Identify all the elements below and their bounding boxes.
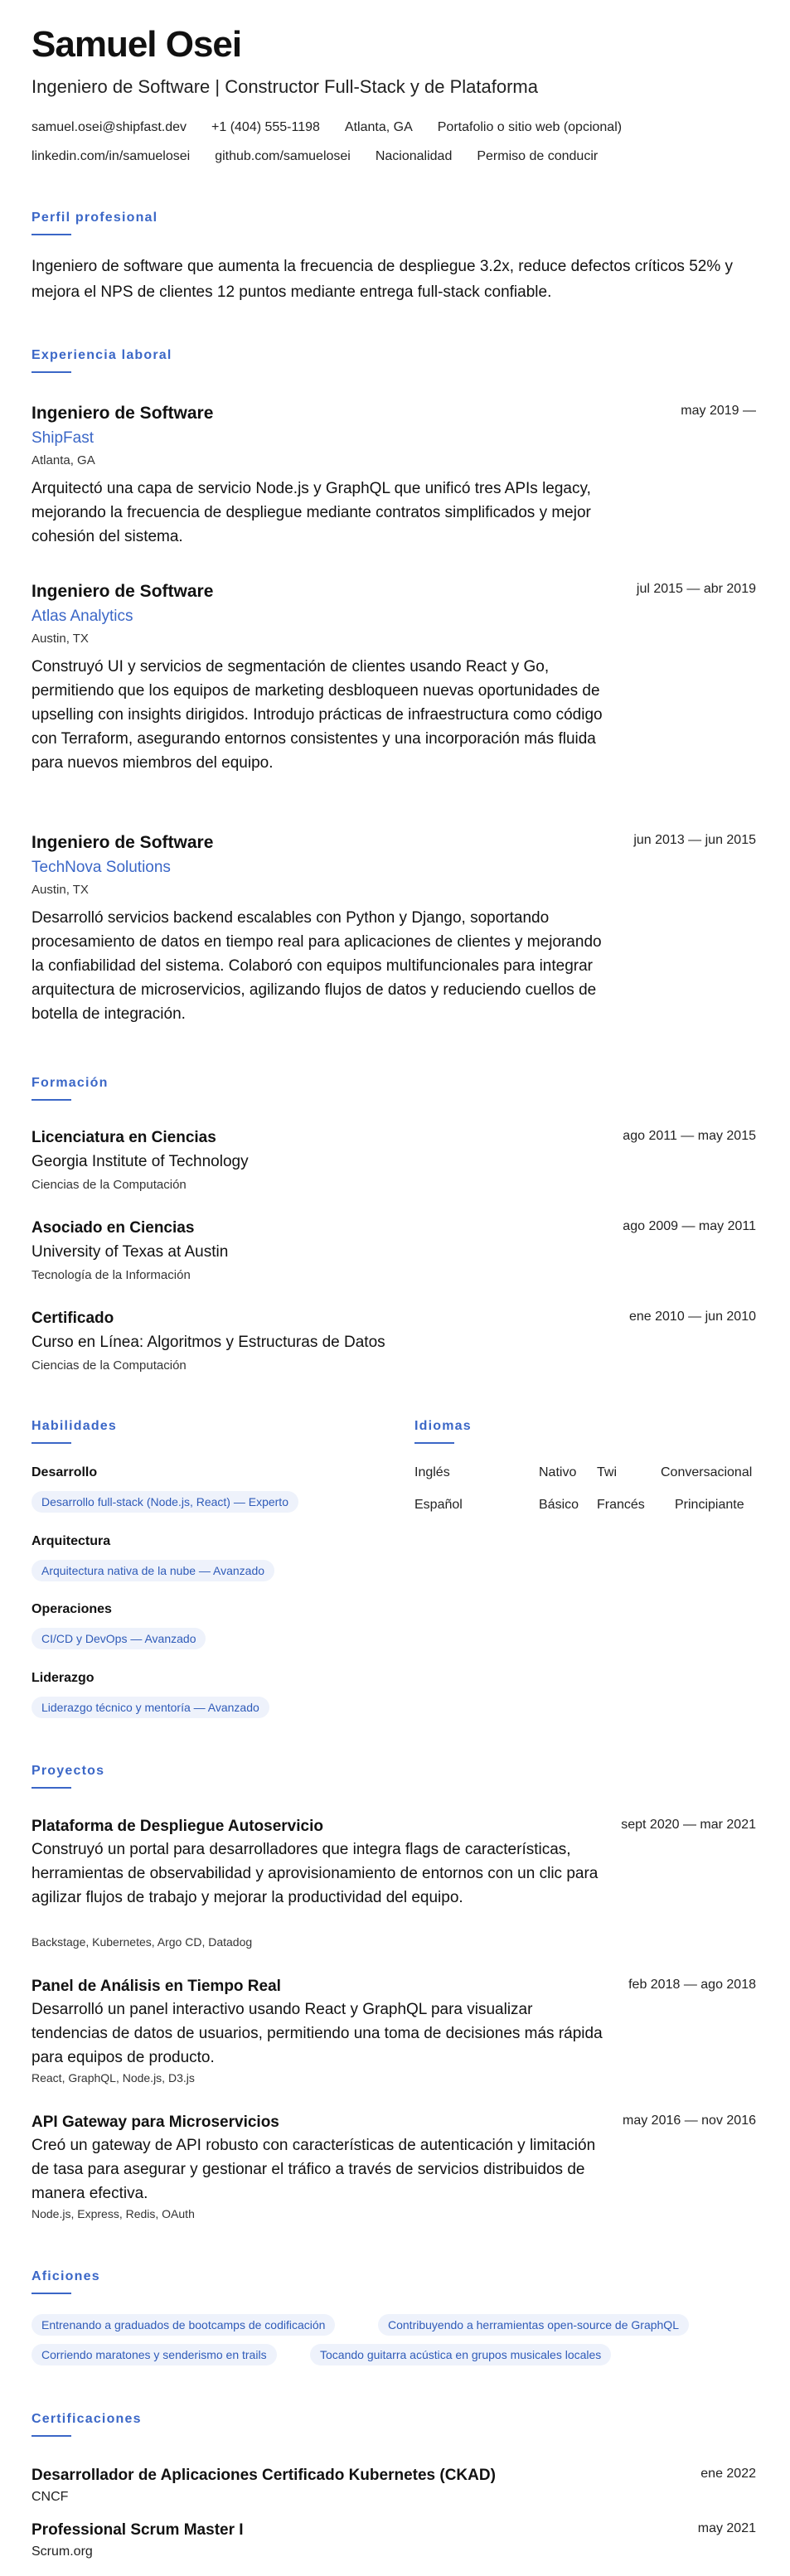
language-name: Francés bbox=[597, 1498, 645, 1512]
project-tech: Node.js, Express, Redis, OAuth bbox=[32, 2207, 195, 2220]
section-rule bbox=[32, 234, 71, 235]
job-company: ShipFast bbox=[32, 429, 94, 447]
contact-row-1 bbox=[32, 120, 622, 135]
job-location: Austin, TX bbox=[32, 632, 89, 646]
project-description: Construyó un portal para desarrolladores que integra flags de características, herramientas de observabilidad y aprovisionamiento de entornos con un clic para agilizar flujos de trabajo y mejorar la productividad del equipo. bbox=[32, 1841, 599, 1906]
hobby-chip: Contribuyendo a herramientas open-source de GraphQL bbox=[378, 2314, 689, 2336]
skill-chip: Liderazgo técnico y mentoría — Avanzado bbox=[32, 1697, 269, 1718]
skill-chip: Desarrollo full-stack (Node.js, React) — Experto bbox=[32, 1491, 298, 1513]
certification-date: ene 2022 bbox=[700, 2467, 756, 2481]
language-name: Twi bbox=[597, 1465, 617, 1479]
section-rule bbox=[32, 371, 71, 373]
job-company: Atlas Analytics bbox=[32, 608, 133, 625]
education-field: Tecnología de la Información bbox=[32, 1268, 191, 1282]
language-level: Principiante bbox=[675, 1498, 744, 1512]
job-description: Arquitectó una capa de servicio Node.js y GraphQL que unificó tres APIs legacy, mejorando la frecuencia de despliegue mediante contratos simplificados y mejor cohesión del sistema. bbox=[32, 480, 591, 545]
education-degree: Licenciatura en Ciencias bbox=[32, 1129, 216, 1146]
education-field: Ciencias de la Computación bbox=[32, 1178, 187, 1192]
education-degree: Asociado en Ciencias bbox=[32, 1219, 195, 1237]
skill-category: Desarrollo bbox=[32, 1465, 98, 1479]
project-date: sept 2020 — mar 2021 bbox=[621, 1818, 756, 1832]
job-title: Ingeniero de Software bbox=[32, 404, 214, 423]
section-title-certifications: Certificaciones bbox=[32, 2412, 142, 2426]
email-link[interactable]: samuel.osei@shipfast.dev bbox=[32, 120, 187, 134]
skill-category: Liderazgo bbox=[32, 1671, 95, 1685]
certification-issuer: Scrum.org bbox=[32, 2545, 93, 2559]
candidate-name: Samuel Osei bbox=[32, 24, 242, 65]
section-title-experience: Experiencia laboral bbox=[32, 348, 172, 362]
linkedin-link[interactable]: linkedin.com/in/samuelosei bbox=[32, 149, 191, 163]
education-date: ago 2011 — may 2015 bbox=[623, 1129, 756, 1143]
hobby-chip: Corriendo maratones y senderismo en trails bbox=[32, 2344, 277, 2365]
job-title: Ingeniero de Software bbox=[32, 833, 214, 852]
job-date: jun 2013 — jun 2015 bbox=[633, 833, 756, 847]
language-level: Nativo bbox=[539, 1465, 577, 1479]
project-description: Desarrolló un panel interactivo usando React y GraphQL para visualizar tendencias de datos de usuarios, permitiendo una toma de decisiones más rápida para equipos de producto. bbox=[32, 2001, 603, 2066]
section-title-education: Formación bbox=[32, 1076, 109, 1090]
job-location: Austin, TX bbox=[32, 883, 89, 897]
job-description: Construyó UI y servicios de segmentación de clientes usando React y Go, permitiendo que los equipos de marketing desbloqueen nuevas oportunidades de upselling con insights dirigidos. Introdujo prácticas de infraestructura como código con Terraform, asegurando entornos consistentes y una incorporación más fluida para nuevos miembros del equipo. bbox=[32, 658, 603, 772]
section-title-languages: Idiomas bbox=[414, 1419, 472, 1433]
education-date: ene 2010 — jun 2010 bbox=[628, 1310, 756, 1324]
section-rule bbox=[32, 2293, 71, 2294]
contact-row-2 bbox=[32, 149, 598, 164]
project-date: feb 2018 — ago 2018 bbox=[628, 1978, 756, 1992]
language-name: Inglés bbox=[414, 1465, 450, 1479]
job-date: jul 2015 — abr 2019 bbox=[636, 582, 756, 596]
language-level: Básico bbox=[539, 1498, 579, 1512]
github-link[interactable]: github.com/samuelosei bbox=[215, 149, 351, 163]
project-title: Panel de Análisis en Tiempo Real bbox=[32, 1978, 281, 1995]
section-rule bbox=[32, 1787, 71, 1789]
section-rule bbox=[32, 1442, 71, 1444]
education-field: Ciencias de la Computación bbox=[32, 1358, 187, 1373]
job-location: Atlanta, GA bbox=[32, 453, 95, 467]
driving-license: Permiso de conducir bbox=[477, 149, 599, 163]
education-school: Curso en Línea: Algoritmos y Estructuras de Datos bbox=[32, 1334, 385, 1351]
section-rule bbox=[32, 2435, 71, 2437]
language-level: Conversacional bbox=[661, 1465, 753, 1479]
education-degree: Certificado bbox=[32, 1310, 114, 1327]
project-date: may 2016 — nov 2016 bbox=[623, 2114, 756, 2128]
language-name: Español bbox=[414, 1498, 463, 1512]
skill-chip: Arquitectura nativa de la nube — Avanzado bbox=[32, 1560, 274, 1581]
profile-summary: Ingeniero de software que aumenta la frecuencia de despliegue 3.2x, reduce defectos críticos 52% y mejora el NPS de clientes 12 puntos mediante entrega full-stack confiable. bbox=[32, 258, 734, 301]
project-tech: React, GraphQL, Node.js, D3.js bbox=[32, 2071, 195, 2085]
phone-number: +1 (404) 555-1198 bbox=[211, 120, 320, 134]
section-rule bbox=[414, 1442, 454, 1444]
education-date: ago 2009 — may 2011 bbox=[623, 1219, 756, 1233]
candidate-headline: Ingeniero de Software | Constructor Full-Stack y de Plataforma bbox=[32, 76, 538, 97]
job-description: Desarrolló servicios backend escalables con Python y Django, soportando procesamiento de datos en tiempo real para aplicaciones de clientes y mejorando la confiabilidad del sistema. Colaboró con equipos multifuncionales para integrar arquitectura de microservicios, agilizando flujos de datos y reduciendo cuellos de botella de integración. bbox=[32, 909, 602, 1023]
project-description: Creó un gateway de API robusto con características de autenticación y limitación de tasa para asegurar y gestionar el tráfico a través de servicios distribuidos de manera efectiva. bbox=[32, 2137, 596, 2202]
section-rule bbox=[32, 1099, 71, 1101]
section-title-skills: Habilidades bbox=[32, 1419, 118, 1433]
job-date: may 2019 — bbox=[681, 404, 756, 418]
certification-name: Desarrollador de Aplicaciones Certificado Kubernetes (CKAD) bbox=[32, 2467, 496, 2484]
skill-category: Arquitectura bbox=[32, 1534, 111, 1548]
hobby-chip: Tocando guitarra acústica en grupos musicales locales bbox=[310, 2344, 611, 2365]
project-title: API Gateway para Microservicios bbox=[32, 2114, 279, 2131]
location: Atlanta, GA bbox=[344, 120, 413, 134]
project-tech: Backstage, Kubernetes, Argo CD, Datadog bbox=[32, 1935, 253, 1949]
certification-date: may 2021 bbox=[697, 2521, 756, 2535]
education-school: Georgia Institute of Technology bbox=[32, 1153, 249, 1170]
education-school: University of Texas at Austin bbox=[32, 1243, 229, 1261]
certification-issuer: CNCF bbox=[32, 2490, 69, 2504]
nationality: Nacionalidad bbox=[375, 149, 453, 163]
hobby-chip: Entrenando a graduados de bootcamps de codificación bbox=[32, 2314, 335, 2336]
section-title-profile: Perfil profesional bbox=[32, 211, 158, 225]
project-title: Plataforma de Despliegue Autoservicio bbox=[32, 1818, 323, 1835]
job-title: Ingeniero de Software bbox=[32, 582, 214, 601]
skill-category: Operaciones bbox=[32, 1602, 112, 1616]
job-company: TechNova Solutions bbox=[32, 859, 171, 876]
section-title-projects: Proyectos bbox=[32, 1764, 105, 1778]
skill-chip: CI/CD y DevOps — Avanzado bbox=[32, 1628, 206, 1649]
certification-name: Professional Scrum Master I bbox=[32, 2521, 244, 2539]
section-title-hobbies: Aficiones bbox=[32, 2269, 100, 2283]
portfolio-link[interactable]: Portafolio o sitio web (opcional) bbox=[437, 120, 623, 134]
